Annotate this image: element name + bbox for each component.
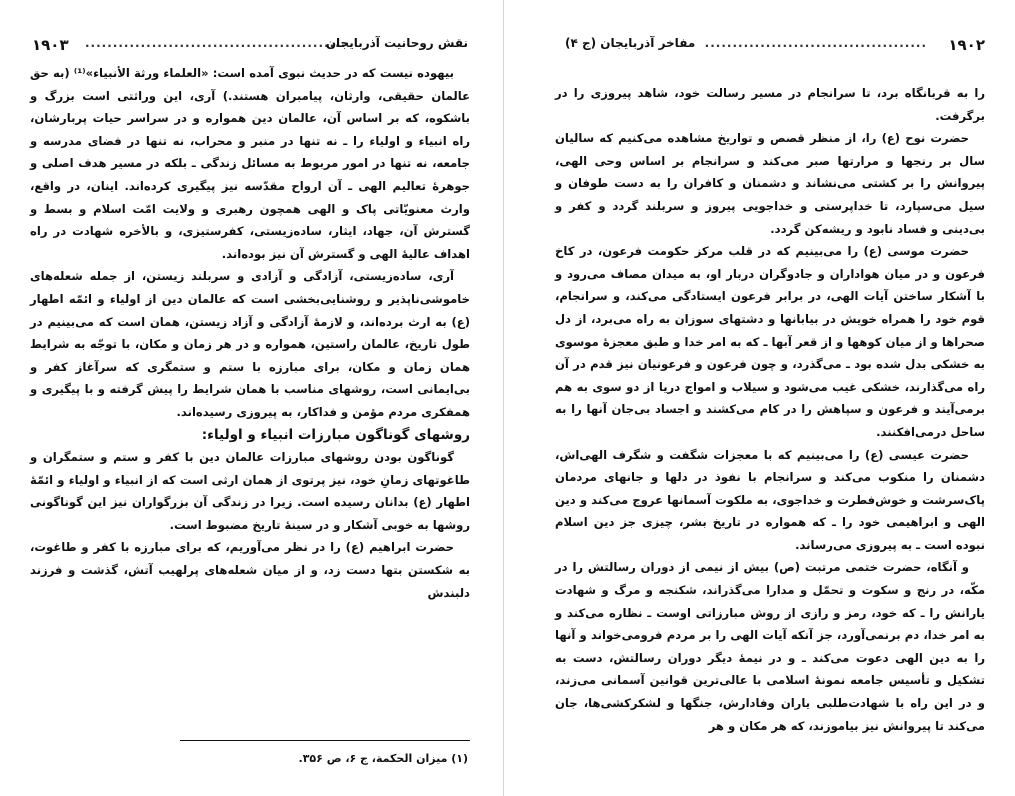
paragraph: بیهوده نیست که در حدیث نبوی آمده است: «العلماء ورثة الأنبياء»⁽¹⁾ (به حق عالمان حقیقی، وارثان، پیامبران هستند.) آری، این وراثتی است بزرگ و باشکوه، که بر اساس آن، عالمان دین همواره و در سراسر حیات پربارشان، راه انبیاء و اولیاء را ـ نه تنها در منبر و محراب، نه تنها در فضای مدرسه و جامعه، نه تنها در امور مربوط به مسائل زندگی ـ بلکه در مسیر هدف اصلی و جوهرهٔ تعالیم الهی ـ آن ارواح مقدّسه نیز پیگیری کرده‌اند. اینان، در واقع، وارث معنویّاتی پاک و الهی همچون رهبری و ولایت امّت اسلام و بسط و گسترش آن، جهاد، ایثار، ساده‌زیستی، کفرستیزی، و بالأخره شهادت در راه اهداف عالیهٔ الهی و گسترش آن نیز بوده‌اند.: [30, 66, 470, 261]
header-dot-leader: ........................................: [704, 36, 927, 50]
left-page-number: ۱۹۰۳: [32, 36, 69, 54]
header-dot-leader: ...............................................: [85, 36, 347, 50]
left-page: [0, 0, 500, 796]
book-gutter: [503, 0, 504, 796]
footnote: (۱) میزان الحکمة، ج ۶، ص ۳۵۶.: [298, 752, 468, 765]
right-page: [515, 0, 1015, 796]
right-page-number: ۱۹۰۲: [948, 36, 985, 54]
left-page-running-title: نقش روحانیت آذربایجان: [325, 36, 468, 50]
paragraph: حضرت ابراهیم (ع) را در نظر می‌آوریم، که برای مبارزه با کفر و طاغوت، به شکستن بتها دست زد، و از میان شعله‌های پرلهیب آتش، گذشت و فرزند دلبندش: [30, 540, 470, 600]
paragraph: را به قربانگاه برد، تا سرانجام در مسیر رسالت خود، شاهد پیروزی را در برگرفت.: [555, 86, 985, 123]
paragraph: حضرت موسی (ع) را می‌بینیم که در قلب مرکز حکومت فرعون، در کاخ فرعون و در میان هواداران و جادوگران دربار او، به میدان مصاف می‌رود و با آشکار ساختن آیات الهی، در برابر فرعون ایستادگی می‌کند، و سرانجام، قوم خود را همراه خویش در بیابانها و دشتهای سوزان به راه می‌برد، از دل صحراها و از میان کوهها و از قعر آبها ـ که به امر خدا و طبق معجزهٔ موسوی به خشکی بدل شده بود ـ می‌گذرد، و چون فرعون و فرعونیان نیز قدم در آن راه می‌گذارند، خشکی غیب می‌شود و سیلاب و امواج دریا از دو سوی به هم برمی‌آیند و فرعون و سپاهش را در کام می‌کشند و اجساد بی‌جان آنها را به ساحل درمی‌افکنند.: [555, 244, 985, 439]
paragraph: حضرت نوح (ع) را، از منظر قصص و تواریخ مشاهده می‌کنیم که سالیان سال بر رنجها و مرارتها صبر می‌کند و سرانجام بر اساس وحی الهی، پیروانش را بر کشتی می‌نشاند و دشمنان و کافران را به دست طوفان و سیل می‌سپارد، تا خداپرستی و خداجویی پیروز و سربلند گردد و کفر و بی‌دینی و فساد نابود و ریشه‌کن گردد.: [555, 131, 985, 236]
right-page-body: [555, 82, 985, 737]
paragraph: آری، ساده‌زیستی، آزادگی و آزادی و سربلند زیستن، از جمله شعله‌های خاموشی‌ناپذیر و روشنایی‌بخشی است که عالمان دین از اولیاء و ائمّه اطهار (ع) به ارث برده‌اند، و لازمهٔ آزادگی و آزاد زیستن، همان است که می‌بینیم در طول تاریخ، عالمان راستین، همواره و در هر زمان و مکان، با توجّه به شرایط همان زمان و مکان، برای مبارزه با ستم و ستمگری که سرآغاز کفر و بی‌ایمانی است، روشهای مناسب با همان شرایط را پیش گرفته و با پیگیری و همفکری مردم مؤمن و فداکار، به پیروزی رسیده‌اند.: [30, 269, 470, 419]
section-title: روشهای گوناگون مبارزات انبیاء و اولیاء:: [201, 426, 470, 443]
footnote-divider: [180, 740, 470, 741]
left-page-body: [30, 62, 470, 604]
paragraph: حضرت عیسی (ع) را می‌بینیم که با معجزات شگفت و شگرف الهی‌اش، دشمنان را منکوب می‌کند و سرانجام با نفوذ در دلها و جانهای مردمان پاک‌سرشت و خوش‌فطرت و خداجوی، به ملکوت آسمانها عروج می‌کند و دین الهی و ابراهیمی خود را ـ که همواره در تاریخ بشر، چیزی جز دین اسلام نبوده است ـ به پیروزی می‌رساند.: [555, 447, 985, 552]
right-page-running-title: مفاخر آذربایجان (ج ۴): [565, 36, 696, 50]
paragraph: گوناگون بودن روشهای مبارزات عالمان دین با کفر و ستم و ستمگران و طاغوتهای زمانِ خود، نیز پرتوی از همان ارثی است که از انبیاء و اولیاء و ائمّهٔ اطهار (ع) بدانان رسیده است. زیرا در زندگی آن بزرگواران نیز این گوناگونی روشها به خوبی آشکار و در سینهٔ تاریخ مضبوط است.: [30, 450, 470, 532]
paragraph: و آنگاه، حضرت ختمی مرتبت (ص) بیش از نیمی از دوران رسالتش را در مکّه، در رنج و سکوت و تحمّل و مدارا می‌گذراند، شکنجه و مرگ و شهادت یارانش را ـ که خود، رمز و رازی از روش مبارزاتی اوست ـ نظاره می‌کند و به امر خدا، دم برنمی‌آورد، جز آنکه آیات الهی را بر مردم فرومی‌خواند و آنها را به دین الهی دعوت می‌کند ـ و در نیمهٔ دیگر دوران رسالتش، دست به تشکیل و تأسیس جامعه نمونهٔ اسلامی با عالی‌ترین قوانین آسمانی می‌زند، و در این راه با شهادت‌طلبی یاران وفادارش، جنگها و لشکرکشی‌ها، جان می‌کند تا پیروانش نیز بیاموزند، که هر مکان و هر: [555, 560, 985, 733]
